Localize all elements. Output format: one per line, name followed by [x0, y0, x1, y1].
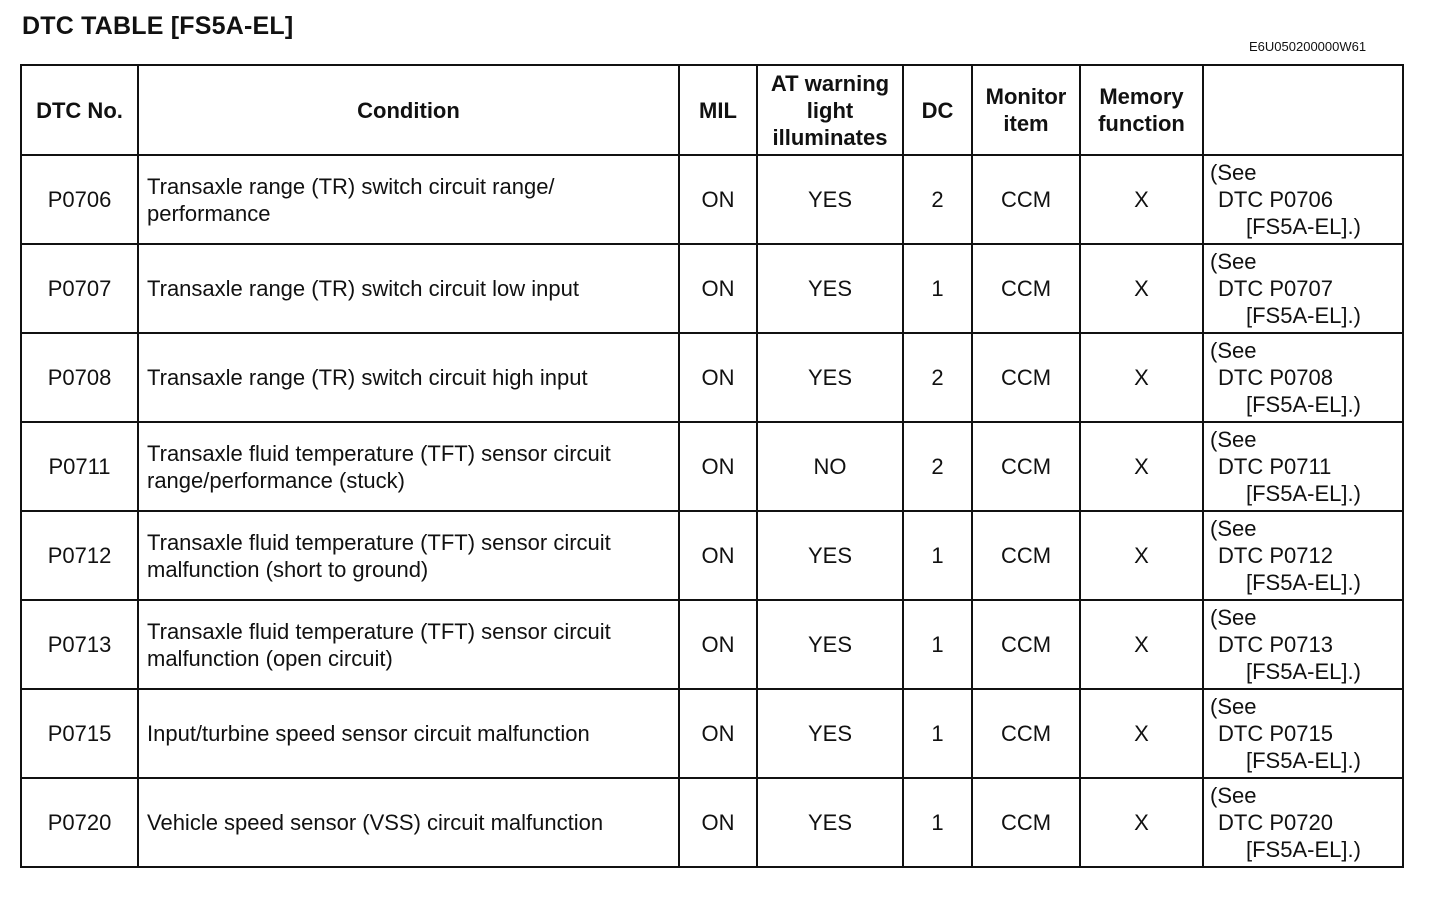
reference-line: [FS5A-EL].) [1246, 303, 1361, 328]
mil-value: ON [679, 422, 757, 511]
header-memory-line: function [1098, 111, 1185, 136]
header-memory-function [1080, 65, 1203, 155]
header-dc: DC [903, 65, 972, 155]
reference-line: (See [1210, 694, 1257, 719]
header-dtc-no: DTC No. [21, 65, 138, 155]
header-monitor-line: item [1003, 111, 1049, 136]
reference-line: [FS5A-EL].) [1246, 659, 1361, 684]
at-warning-value: NO [757, 422, 903, 511]
mil-value: ON [679, 511, 757, 600]
dtc-number: P0715 [21, 689, 138, 778]
monitor-item-value: CCM [972, 511, 1080, 600]
table-header-row [21, 65, 1403, 155]
reference-line: [FS5A-EL].) [1246, 748, 1361, 773]
header-at-warning-line: AT warning [770, 70, 890, 96]
reference-line: (See [1210, 249, 1257, 274]
condition-line: Vehicle speed sensor (VSS) circuit malfunction [147, 810, 604, 835]
reference-link[interactable]: DTC P0708 [1218, 365, 1333, 390]
monitor-item-value: CCM [972, 155, 1080, 244]
dc-value: 2 [903, 422, 972, 511]
monitor-item-value: CCM [972, 600, 1080, 689]
header-condition: Condition [138, 65, 679, 155]
condition-line: Transaxle fluid temperature (TFT) sensor circuit [147, 529, 611, 555]
dtc-number: P0720 [21, 778, 138, 867]
document-code: E6U050200000W61 [1249, 39, 1367, 54]
header-at-warning-line: illuminates [772, 124, 888, 150]
dc-value: 1 [903, 778, 972, 867]
table-body [21, 155, 1403, 867]
reference-cell [1203, 778, 1403, 867]
memory-function-value: X [1080, 333, 1203, 422]
header-memory-line: Memory [1099, 84, 1184, 109]
reference-cell [1203, 600, 1403, 689]
dtc-number: P0712 [21, 511, 138, 600]
at-warning-value: YES [757, 244, 903, 333]
dc-value: 2 [903, 155, 972, 244]
table-row [21, 333, 1403, 422]
condition-line: malfunction (open circuit) [147, 645, 393, 671]
reference-link[interactable]: DTC P0712 [1218, 543, 1333, 568]
condition-cell [138, 689, 679, 778]
monitor-item-value: CCM [972, 244, 1080, 333]
at-warning-value: YES [757, 778, 903, 867]
dc-value: 1 [903, 600, 972, 689]
dtc-number: P0713 [21, 600, 138, 689]
mil-value: ON [679, 689, 757, 778]
dc-value: 1 [903, 511, 972, 600]
dtc-table [20, 64, 1404, 868]
memory-function-value: X [1080, 422, 1203, 511]
monitor-item-value: CCM [972, 689, 1080, 778]
mil-value: ON [679, 600, 757, 689]
reference-link[interactable]: DTC P0706 [1218, 187, 1333, 212]
header-reference [1203, 65, 1403, 155]
condition-line: Transaxle range (TR) switch circuit range/ [147, 173, 555, 199]
dtc-number: P0708 [21, 333, 138, 422]
dtc-number: P0711 [21, 422, 138, 511]
monitor-item-value: CCM [972, 333, 1080, 422]
table-row [21, 422, 1403, 511]
memory-function-value: X [1080, 155, 1203, 244]
condition-cell [138, 422, 679, 511]
reference-line: (See [1210, 427, 1257, 452]
condition-cell [138, 244, 679, 333]
table-row [21, 689, 1403, 778]
header-monitor-line: Monitor [985, 84, 1067, 109]
table-row [21, 155, 1403, 244]
condition-cell [138, 778, 679, 867]
reference-cell [1203, 422, 1403, 511]
dtc-number: P0707 [21, 244, 138, 333]
header-at-warning [757, 65, 903, 155]
monitor-item-value: CCM [972, 778, 1080, 867]
memory-function-value: X [1080, 600, 1203, 689]
at-warning-value: YES [757, 511, 903, 600]
reference-cell [1203, 155, 1403, 244]
condition-cell [138, 333, 679, 422]
header-mil: MIL [679, 65, 757, 155]
condition-line: malfunction (short to ground) [147, 556, 429, 582]
reference-cell [1203, 244, 1403, 333]
reference-line: (See [1210, 338, 1257, 363]
reference-line: [FS5A-EL].) [1246, 214, 1361, 239]
reference-line: (See [1210, 516, 1257, 541]
reference-line: [FS5A-EL].) [1246, 837, 1361, 862]
mil-value: ON [679, 333, 757, 422]
condition-cell [138, 511, 679, 600]
table-row [21, 511, 1403, 600]
table-row [21, 600, 1403, 689]
dtc-number: P0706 [21, 155, 138, 244]
condition-cell [138, 600, 679, 689]
condition-line: Transaxle fluid temperature (TFT) sensor circuit [147, 440, 611, 466]
memory-function-value: X [1080, 778, 1203, 867]
mil-value: ON [679, 778, 757, 867]
condition-line: Input/turbine speed sensor circuit malfunction [147, 721, 590, 746]
reference-cell [1203, 333, 1403, 422]
header-at-warning-line: light [806, 97, 854, 123]
mil-value: ON [679, 155, 757, 244]
reference-cell [1203, 511, 1403, 600]
memory-function-value: X [1080, 511, 1203, 600]
reference-link[interactable]: DTC P0711 [1218, 454, 1332, 479]
reference-line: (See [1210, 783, 1257, 808]
reference-line: [FS5A-EL].) [1246, 392, 1361, 417]
monitor-item-value: CCM [972, 422, 1080, 511]
condition-line: Transaxle fluid temperature (TFT) sensor circuit [147, 618, 611, 644]
at-warning-value: YES [757, 689, 903, 778]
memory-function-value: X [1080, 244, 1203, 333]
condition-line: performance [147, 200, 271, 226]
memory-function-value: X [1080, 689, 1203, 778]
dc-value: 2 [903, 333, 972, 422]
reference-line: (See [1210, 605, 1257, 630]
reference-line: (See [1210, 160, 1257, 185]
mil-value: ON [679, 244, 757, 333]
reference-link[interactable]: DTC P0707 [1218, 276, 1333, 301]
at-warning-value: YES [757, 333, 903, 422]
reference-line: [FS5A-EL].) [1246, 570, 1361, 595]
condition-line: Transaxle range (TR) switch circuit low input [147, 276, 579, 301]
table-row [21, 778, 1403, 867]
dc-value: 1 [903, 689, 972, 778]
reference-link[interactable]: DTC P0713 [1218, 632, 1333, 657]
reference-line: [FS5A-EL].) [1246, 481, 1361, 506]
reference-link[interactable]: DTC P0720 [1218, 810, 1333, 835]
reference-cell [1203, 689, 1403, 778]
dc-value: 1 [903, 244, 972, 333]
condition-cell [138, 155, 679, 244]
reference-link[interactable]: DTC P0715 [1218, 721, 1333, 746]
table-row [21, 244, 1403, 333]
page-title: DTC TABLE [FS5A-EL] [22, 12, 294, 40]
at-warning-value: YES [757, 155, 903, 244]
header-monitor-item [972, 65, 1080, 155]
condition-line: range/performance (stuck) [147, 467, 405, 493]
at-warning-value: YES [757, 600, 903, 689]
condition-line: Transaxle range (TR) switch circuit high input [147, 365, 588, 390]
